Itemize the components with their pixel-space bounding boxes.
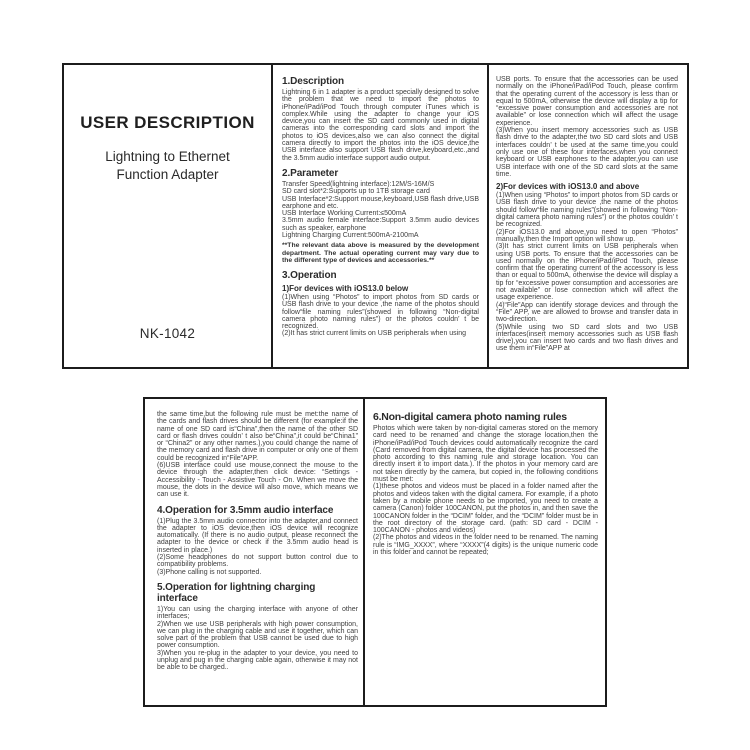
section-4-body (157, 518, 358, 576)
section-6-paragraph: (2)The photos and videos in the folder need to be renamed. The naming rule is “IMG_XXXX”, where “XXXX”(4 digits) is the unique numeric code in this folder and cannot be repeated; (373, 534, 598, 557)
section-3-paragraph: (4)“File”App can identify storage devices and through the “File” APP, we are allowed to browse and transfer data in two-direction. (496, 301, 678, 324)
parameter-line: Transfer Speed(lightning interface):12M/S-16M/S (282, 180, 435, 188)
section-5-paragraph: 1)You can using the charging interface with anyone of other interfaces; (157, 605, 358, 621)
page-title: USER DESCRIPTION (80, 113, 255, 132)
section-6-heading: 6.Non-digital camera photo naming rules (373, 411, 567, 423)
continuation-paragraph: (3)When you insert memory accessories such as USB flash drive to the adapter,the two SD card slots and USB interfaces couldn’ t be used at the same time,you could only use one of these four interfaces,when you connect keyboard or USB earphones to the adapter,you can use USB interface with one of the SD card slots at the same time. (496, 127, 678, 178)
parameter-list (282, 181, 479, 239)
section-4-paragraph: (1)Plug the 3.5mm audio connector into the adapter,and connect the adapter to iOS device,then iOS device will recognize automatically. (If there is no audio output, please reconnect the adapter to the device or check if the 3.5mm audio head is inserted in place.) (157, 517, 358, 554)
section-3-continuation (496, 76, 678, 178)
section-1-heading: 1.Description (282, 76, 345, 87)
continuation-paragraph: the same time,but the following rule must be met:the name of the cards and flash drives should be different (for example:if the name of one SD card is“China”,then the name of the other SD card or flash drives couldn’ t also be“China”,it could be“China1” or “China2” or any other names.),you could change the name of the memory card and flash drive in computer or only one of them could be recognized in“File”APP. (157, 411, 358, 462)
parameter-disclaimer: **The relevant data above is measured by the development department. The actual operating current may vary due to the different type of devices and accessories.** (282, 242, 479, 264)
section-3-paragraph: (2)For iOS13.0 and above,you need to open “Photos” manually,then the Import option will show up. (496, 228, 678, 243)
model-number: NK-1042 (139, 326, 196, 341)
section-5-heading: 5.Operation for lightning charging interface (157, 581, 316, 604)
section-5-paragraph: 2)When we use USB peripherals with high power consumption, we can plug in the charging cable and use it together, which can solve part of the problem that USB cannot be used due to high power consumption. (157, 620, 358, 650)
section-4-paragraph: (3)Phone calling is not supported. (157, 568, 262, 576)
continuation-paragraph: USB ports. To ensure that the accessories can be used normally on the iPhone/iPad/iPod Touch, please confirm that the operating current of the accessory is less than or equal to 500mA, otherwise the device will display a tip for “excessive power consumption and accessories are not available” or lose connection which will affect the usage experience. (496, 76, 678, 127)
continuation-paragraph: (6)USB interface could use mouse,connect the mouse to the device through the adapter,then click device: “Settings - Accessibility - Touch - Assistive Touch - On. When we move the mouse, the dots in the device will also move, which means we can use it. (157, 462, 358, 499)
manual-page-1 (62, 63, 689, 369)
section-1-body: Lightning 6 in 1 adapter is a product specially designed to solve the problem that we need to import the photos to iPhone/iPad/iPod Touch through computer iTunes which is complex.While using the adapter to change your iOS device,you can insert the SD card commonly used in digital cameras into the corresponding card slots and import the photos to iOS devices,also we can also connect the digital camera directly to import the photos into the iOS device,the USB interface also support USB flash drive,keyboard,etc.,and the 3.5mm audio interface support audio output. (282, 89, 479, 162)
cover-column (64, 65, 273, 367)
section-3-continuation-2 (157, 411, 358, 499)
page2-right-column (365, 399, 605, 705)
section-3-paragraph: (3)It has strict current limits on USB peripherals when using USB ports. To ensure that the accessories can be used normally on the iPhone/iPad/iPod Touch, please confirm that the operating current of the accessory is less than or equal to 500mA, otherwise the device will display a tip for “excessive power consumption and accessories are not available” or lose connection which will affect the usage experience. (496, 243, 678, 302)
parameter-line: SD card slot*2:Supports up to 1TB storage card (282, 188, 430, 196)
section-6-paragraph: (1)these photos and videos must be placed in a folder named after the photos and videos taken with the digital camera. For example, if a photo taken by a mobile phone needs to be imported, you need to create a camera (Canon) folder 100CANON, put the photos in, and then save the 100CANON folder in the “DCIM” folder, and the “DCIM” folder must be in the root directory of the storage card. (path: SD card - DCIM - 100CANON - photos and videos) (373, 483, 598, 535)
parameter-line: USB Interface*2:Support mouse,keyboard,USB flash drive,USB earphone and etc. (282, 195, 479, 210)
section-4-heading: 4.Operation for 3.5mm audio interface (157, 504, 334, 516)
section-3-heading: 3.Operation (282, 269, 337, 281)
parameter-line: Lightning Charging Current:500mA-2100mA (282, 232, 419, 240)
parameter-line: 3.5mm audio female interface:Support 3.5mm audio devices such as speaker, earphone (282, 217, 479, 232)
section-6-paragraph: Photos which were taken by non-digital cameras stored on the memory card need to be renamed and change the storage location,then the iPhone/iPad/iPod Touch devices could automatically recognize the card (Card removed from digital camera, the digital device has processed the photo according to this naming rule and storage location. You can directly insert it to import data.). If the photos in your memory card are not taken directly by the camera, but copied in, the following conditions must be met: (373, 425, 598, 484)
description-column (273, 65, 489, 367)
section-3-sub-1: 1)For devices with iOS13.0 below (282, 283, 409, 293)
section-3-paragraph: (1)When using “Photos” to import photos from SD cards or USB flash drive to your device ,the name of the photos should follow“file naming rules”(showed in following “Non-digital camera photo naming rules”) or the photos couldn’ t be recognized. (282, 293, 479, 331)
section-6-body (373, 425, 598, 556)
page2-left-column (145, 399, 365, 705)
manual-page-2 (143, 397, 607, 707)
section-3-paragraph: (5)While using two SD card slots and two USB interfaces(insert memory accessories such as USB flash drive),you can insert two cards and two flash drives and use them in“File”APP at (496, 323, 678, 353)
section-3-paragraph: (2)It has strict current limits on USB peripherals when using (282, 330, 467, 338)
section-5-paragraph: 3)When you re-plug in the adapter to your device, you need to unplug and pug in the charging cable again, otherwise it may not be able to be charged.. (157, 649, 358, 672)
section-5-body (157, 606, 358, 672)
section-3-sub-2: 2)For devices with iOS13.0 and above (496, 182, 640, 192)
section-3-paragraph: (1)When using “Photos” to import photos from SD cards or USB flash drive to your device ,the name of the photos should follow“file naming rules”(showed in following “Non-digital camera photo naming rules”) or the photos couldn’ t be recognized. (496, 192, 678, 229)
section-4-paragraph: (2)Some headphones do not support button control due to compatibility problems. (157, 554, 358, 569)
continuation-column (489, 65, 685, 367)
product-name: Lightning to Ethernet Function Adapter (105, 149, 230, 183)
section-2-heading: 2.Parameter (282, 167, 339, 179)
parameter-line: USB Interface Working Current:≤500mA (282, 210, 407, 218)
